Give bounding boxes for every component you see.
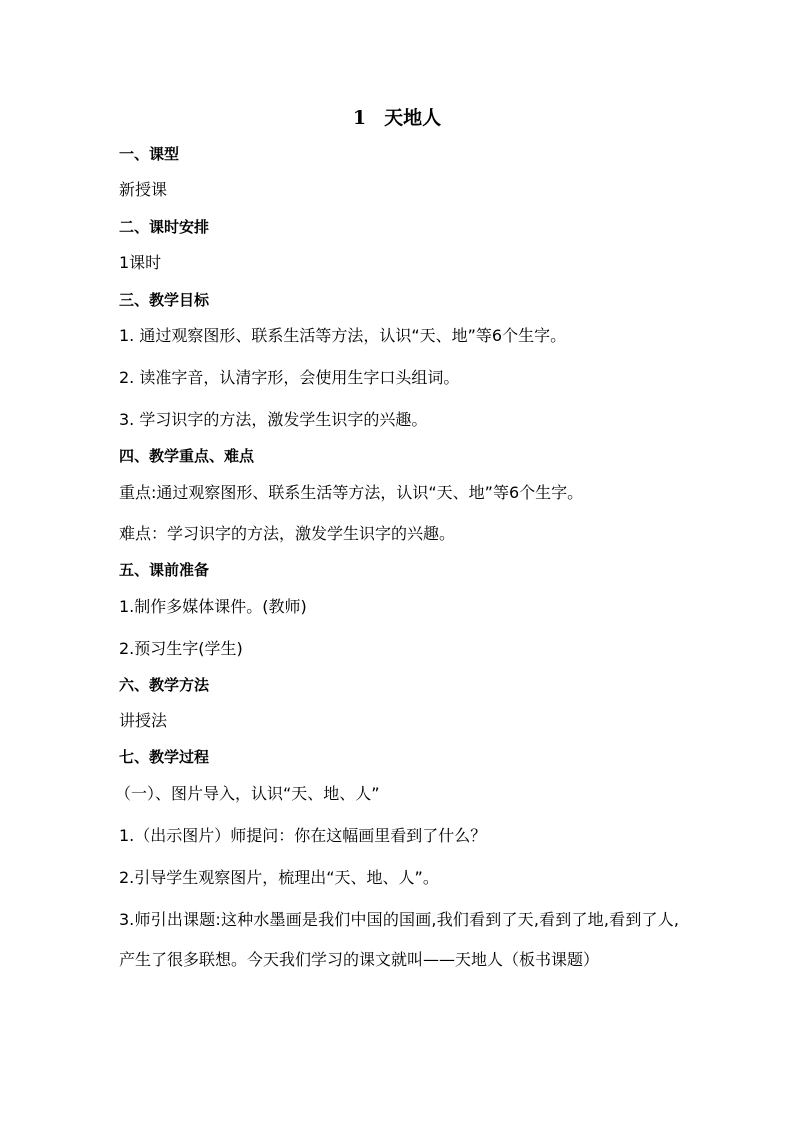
section-heading-process: 七、教学过程 <box>119 748 210 766</box>
key-point-text: 重点:通过观察图形、联系生活等方法，认识“天、地”等6个生字。 <box>119 483 584 502</box>
method-text: 讲授法 <box>119 711 168 730</box>
preparation-item-2: 2.预习生字(学生) <box>119 639 243 658</box>
section-heading-key-points: 四、教学重点、难点 <box>119 447 255 465</box>
title-number: 1 <box>352 107 367 129</box>
process-step-1: 1.（出示图片）师提问：你在这幅画里看到了什么？ <box>119 826 487 845</box>
objective-item-2: 2. 读准字音，认清字形，会使用生字口头组词。 <box>119 368 460 387</box>
lesson-type-text: 新授课 <box>119 180 168 199</box>
process-step-3: 3.师引出课题:这种水墨画是我们中国的国画,我们看到了天,看到了地,看到了人,产生了很多联想。今天我们学习的课文就叫——天地人（板书课题） <box>119 910 679 969</box>
section-heading-lesson-type: 一、课型 <box>119 145 180 163</box>
difficulty-text: 难点：学习识字的方法，激发学生识字的兴趣。 <box>119 524 456 543</box>
schedule-text: 1课时 <box>119 253 162 272</box>
section-heading-preparation: 五、课前准备 <box>119 561 210 579</box>
objective-item-1: 1. 通过观察图形、联系生活等方法，认识“天、地”等6个生字。 <box>119 326 567 345</box>
process-step-2: 2.引导学生观察图片，梳理出“天、地、人”。 <box>119 868 439 887</box>
process-subheading-1: （一）、图片导入，认识“天、地、人” <box>115 784 380 803</box>
title-text: 天地人 <box>384 107 442 129</box>
preparation-item-1: 1.制作多媒体课件。(教师) <box>119 597 307 616</box>
objective-item-3: 3. 学习识字的方法，激发学生识字的兴趣。 <box>119 410 428 429</box>
section-heading-schedule: 二、课时安排 <box>119 218 210 236</box>
section-heading-objectives: 三、教学目标 <box>119 291 210 309</box>
document-title <box>0 105 794 131</box>
section-heading-method: 六、教学方法 <box>119 676 210 694</box>
